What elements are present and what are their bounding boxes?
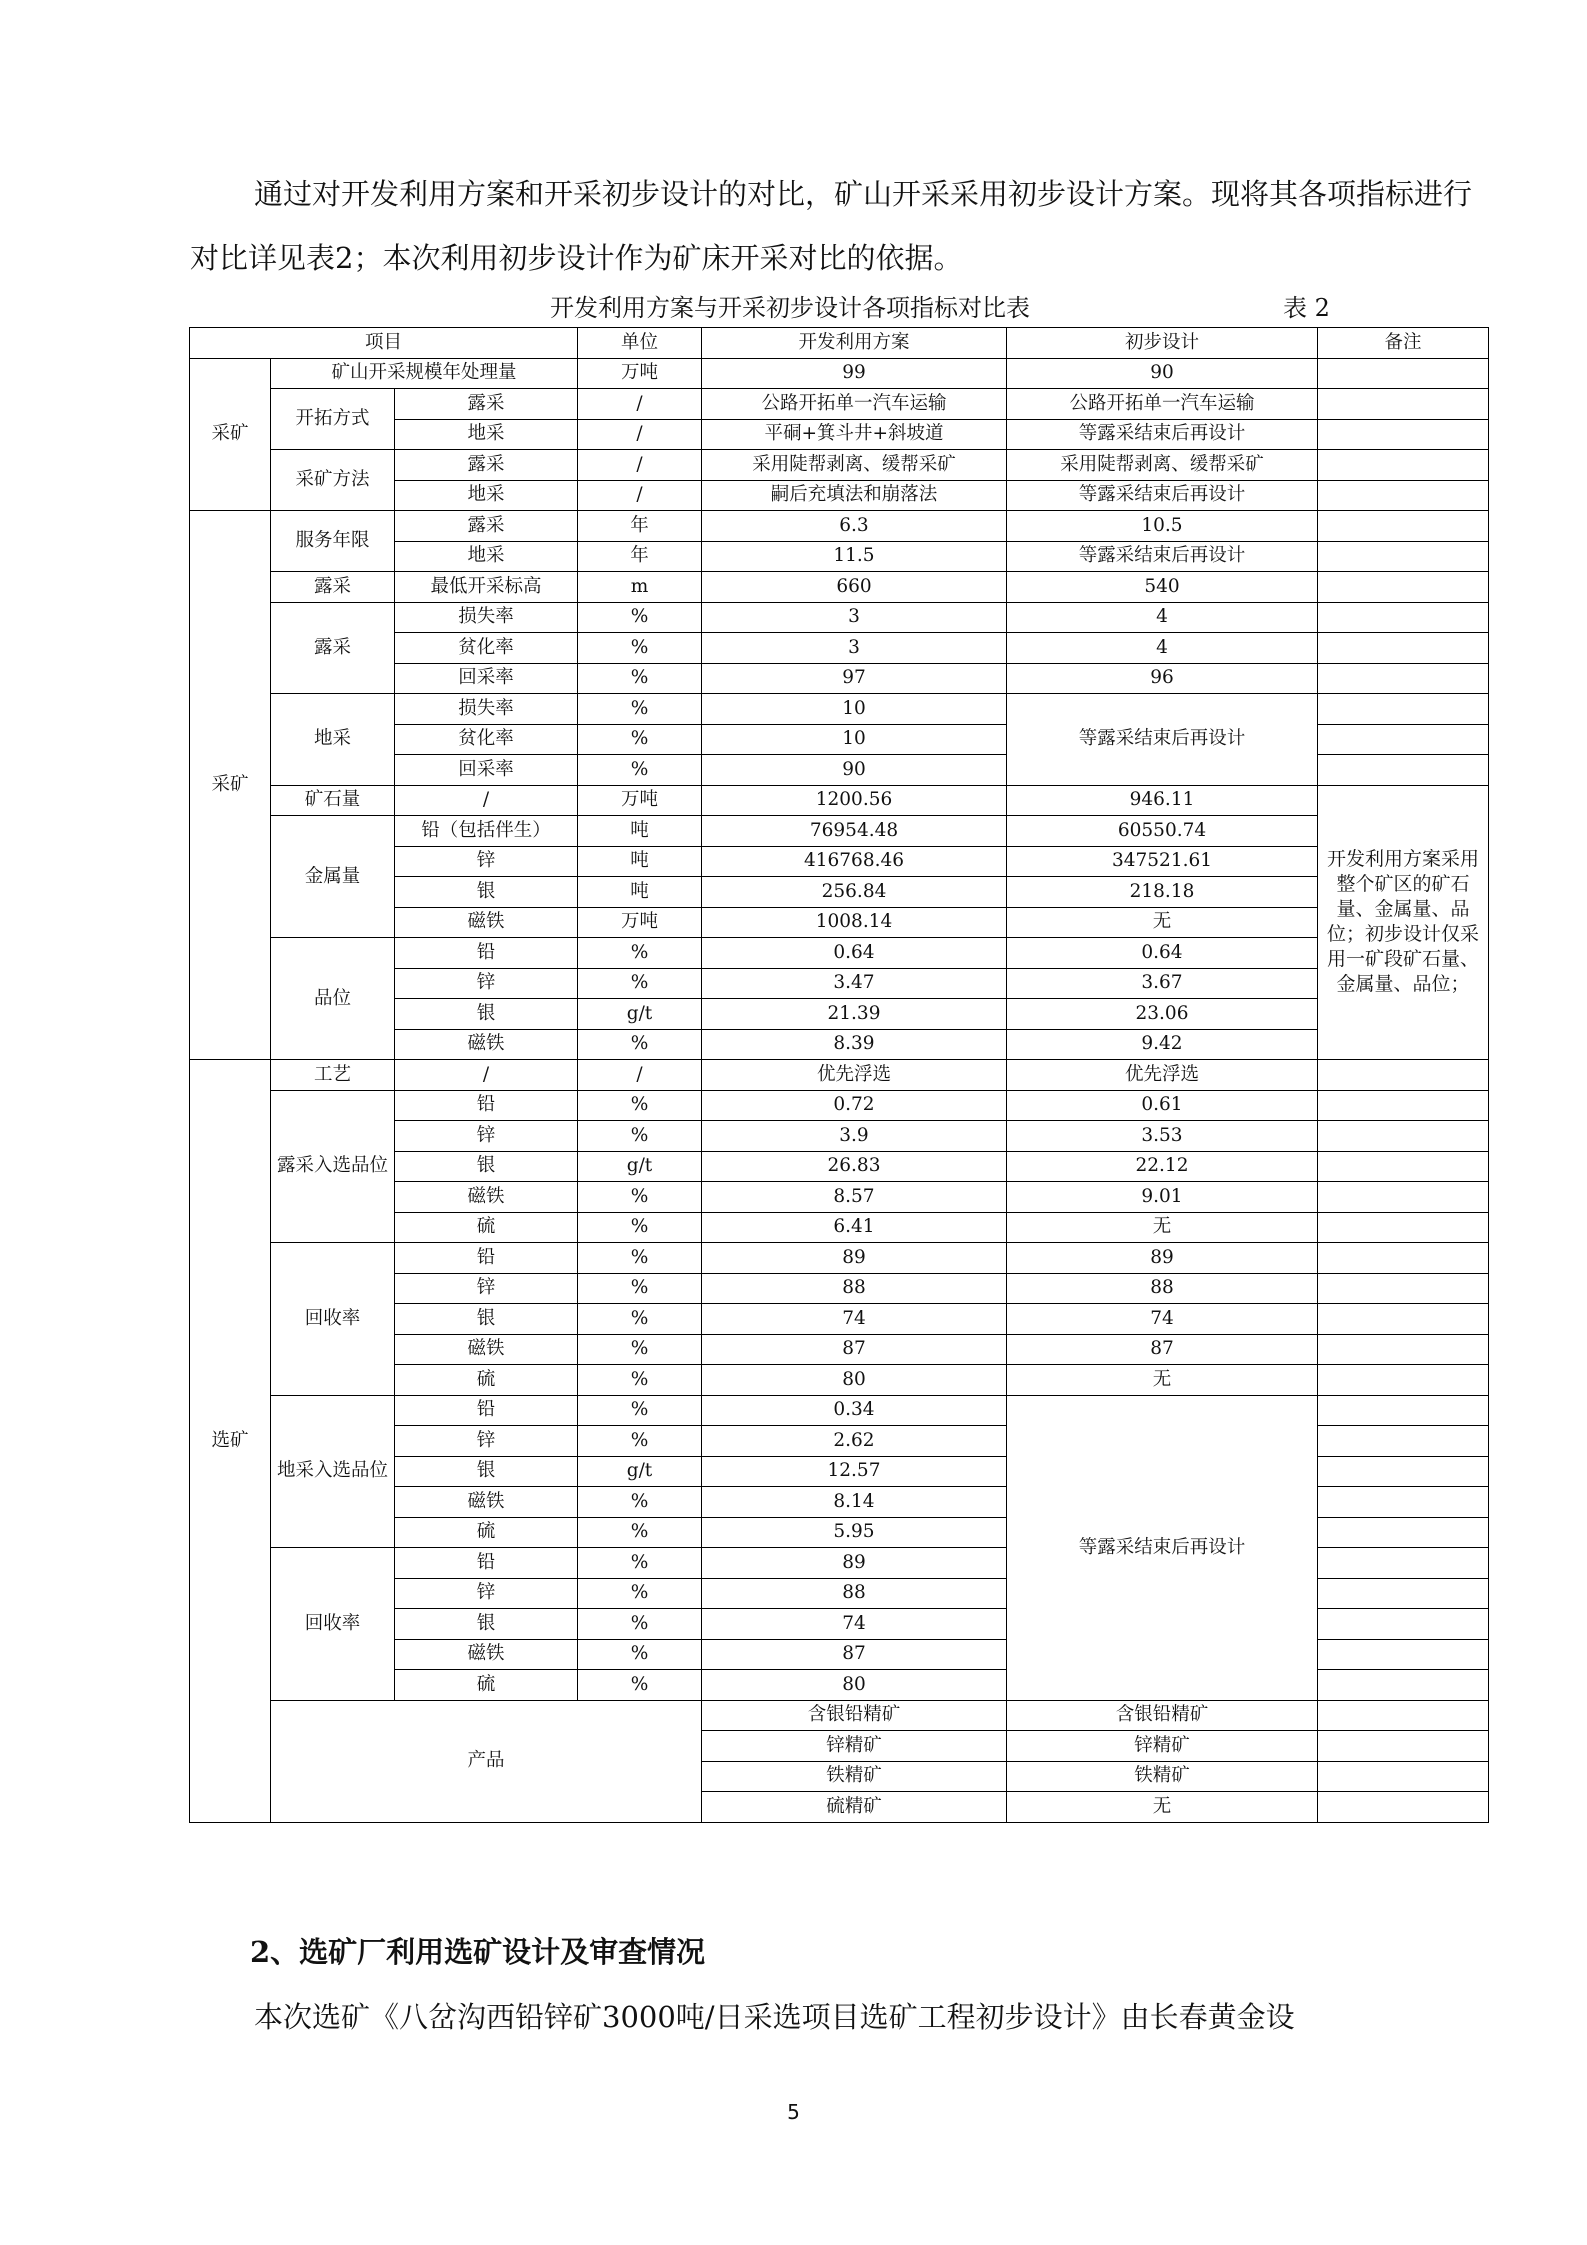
table-cell: % bbox=[578, 1578, 702, 1609]
table-cell bbox=[1318, 1456, 1489, 1487]
table-cell: % bbox=[578, 1517, 702, 1548]
table-cell: 12.57 bbox=[702, 1456, 1007, 1487]
table-cell: 磁铁 bbox=[395, 1639, 578, 1670]
table-cell: 9.01 bbox=[1007, 1182, 1318, 1213]
table-cell: 银 bbox=[395, 1456, 578, 1487]
table-row bbox=[190, 572, 1489, 603]
table-cell bbox=[1318, 1670, 1489, 1701]
table-row bbox=[190, 785, 1489, 816]
table-cell: % bbox=[578, 1121, 702, 1152]
table-cell bbox=[1318, 1304, 1489, 1335]
table-cell: 4 bbox=[1007, 602, 1318, 633]
table-cell: 3.67 bbox=[1007, 968, 1318, 999]
table-cell: % bbox=[578, 1426, 702, 1457]
table-cell: % bbox=[578, 755, 702, 786]
table-cell: 8.57 bbox=[702, 1182, 1007, 1213]
table-cell: 90 bbox=[1007, 358, 1318, 389]
table-cell: % bbox=[578, 1243, 702, 1274]
table-cell: 0.64 bbox=[1007, 938, 1318, 969]
table-row bbox=[190, 1700, 1489, 1731]
table-cell bbox=[1318, 1548, 1489, 1579]
table-cell bbox=[1318, 1700, 1489, 1731]
table-cell: 年 bbox=[578, 541, 702, 572]
table-cell bbox=[1318, 1273, 1489, 1304]
table-cell: / bbox=[578, 419, 702, 450]
table-cell: 露采 bbox=[271, 602, 395, 694]
table-cell: 无 bbox=[1007, 1792, 1318, 1823]
table-cell: 无 bbox=[1007, 1365, 1318, 1396]
table-cell: 0.72 bbox=[702, 1090, 1007, 1121]
table-cell: 5.95 bbox=[702, 1517, 1007, 1548]
table-cell: 10 bbox=[702, 694, 1007, 725]
table-cell: 89 bbox=[1007, 1243, 1318, 1274]
table-cell bbox=[1318, 1243, 1489, 1274]
table-cell: 等露采结束后再设计 bbox=[1007, 694, 1318, 786]
table-cell: / bbox=[578, 480, 702, 511]
table-cell: 采矿 bbox=[190, 358, 271, 511]
table-cell: 万吨 bbox=[578, 907, 702, 938]
table-cell: 地采 bbox=[395, 541, 578, 572]
table-cell: 锌精矿 bbox=[1007, 1731, 1318, 1762]
table-cell: 87 bbox=[1007, 1334, 1318, 1365]
table-cell: 硫精矿 bbox=[702, 1792, 1007, 1823]
table-cell: 开拓方式 bbox=[271, 389, 395, 450]
page-number: 5 bbox=[787, 2100, 800, 2124]
table-cell: % bbox=[578, 1273, 702, 1304]
table-cell: 采用陡帮剥离、缓帮采矿 bbox=[702, 450, 1007, 481]
table-cell: 项目 bbox=[190, 328, 578, 359]
table-cell bbox=[1318, 358, 1489, 389]
table-cell: 吨 bbox=[578, 877, 702, 908]
table-cell bbox=[1318, 1426, 1489, 1457]
table-cell: 416768.46 bbox=[702, 846, 1007, 877]
table-cell: % bbox=[578, 724, 702, 755]
table-cell: 银 bbox=[395, 1609, 578, 1640]
table-cell bbox=[1318, 1609, 1489, 1640]
table-cell: 露采入选品位 bbox=[271, 1090, 395, 1243]
table-cell: 8.14 bbox=[702, 1487, 1007, 1518]
table-cell bbox=[1318, 541, 1489, 572]
table-cell: / bbox=[395, 785, 578, 816]
table-cell: 0.61 bbox=[1007, 1090, 1318, 1121]
table-cell: 铅 bbox=[395, 1090, 578, 1121]
table-cell: % bbox=[578, 1029, 702, 1060]
table-row bbox=[190, 358, 1489, 389]
table-cell: 品位 bbox=[271, 938, 395, 1060]
table-cell: 87 bbox=[702, 1639, 1007, 1670]
table-cell bbox=[1318, 389, 1489, 420]
table-cell: 磁铁 bbox=[395, 1487, 578, 1518]
table-cell: 80 bbox=[702, 1365, 1007, 1396]
table-row bbox=[190, 816, 1489, 847]
table-cell: 磁铁 bbox=[395, 1182, 578, 1213]
table-cell bbox=[1318, 1761, 1489, 1792]
table-cell: 99 bbox=[702, 358, 1007, 389]
table-cell: 540 bbox=[1007, 572, 1318, 603]
table-cell: % bbox=[578, 663, 702, 694]
table-cell: 铅 bbox=[395, 1395, 578, 1426]
table-cell: 80 bbox=[702, 1670, 1007, 1701]
table-cell: / bbox=[578, 1060, 702, 1091]
table-cell: 946.11 bbox=[1007, 785, 1318, 816]
table-cell: 贫化率 bbox=[395, 633, 578, 664]
table-cell: 银 bbox=[395, 999, 578, 1030]
table-cell bbox=[1318, 633, 1489, 664]
table-cell: 4 bbox=[1007, 633, 1318, 664]
table-cell: 3.47 bbox=[702, 968, 1007, 999]
table-cell: 22.12 bbox=[1007, 1151, 1318, 1182]
table-cell: 90 bbox=[702, 755, 1007, 786]
table-cell: 铁精矿 bbox=[702, 1761, 1007, 1792]
table-cell: 贫化率 bbox=[395, 724, 578, 755]
table-cell: 锌 bbox=[395, 1273, 578, 1304]
table-cell: 银 bbox=[395, 1304, 578, 1335]
table-cell: 87 bbox=[702, 1334, 1007, 1365]
table-cell: 矿石量 bbox=[271, 785, 395, 816]
table-cell: 产品 bbox=[271, 1700, 702, 1822]
table-cell: 锌 bbox=[395, 1121, 578, 1152]
table-cell: 吨 bbox=[578, 846, 702, 877]
table-cell: 1008.14 bbox=[702, 907, 1007, 938]
table-row bbox=[190, 450, 1489, 481]
table-cell: 单位 bbox=[578, 328, 702, 359]
table-cell: 74 bbox=[702, 1609, 1007, 1640]
table-row bbox=[190, 938, 1489, 969]
table-cell: 2.62 bbox=[702, 1426, 1007, 1457]
table-cell: 6.3 bbox=[702, 511, 1007, 542]
table-cell: 银 bbox=[395, 877, 578, 908]
table-cell: 无 bbox=[1007, 1212, 1318, 1243]
table-cell: 公路开拓单一汽车运输 bbox=[702, 389, 1007, 420]
table-cell bbox=[1318, 480, 1489, 511]
table-cell bbox=[1318, 511, 1489, 542]
table-cell bbox=[1318, 1639, 1489, 1670]
table-cell: 218.18 bbox=[1007, 877, 1318, 908]
table-cell: % bbox=[578, 968, 702, 999]
table-cell: 万吨 bbox=[578, 358, 702, 389]
table-cell bbox=[1318, 572, 1489, 603]
table-cell: 地采入选品位 bbox=[271, 1395, 395, 1548]
table-row bbox=[190, 602, 1489, 633]
table-cell: 优先浮选 bbox=[702, 1060, 1007, 1091]
table-cell: 74 bbox=[702, 1304, 1007, 1335]
table-cell: 8.39 bbox=[702, 1029, 1007, 1060]
table-cell: 等露采结束后再设计 bbox=[1007, 480, 1318, 511]
table-cell: 工艺 bbox=[271, 1060, 395, 1091]
table-cell: % bbox=[578, 938, 702, 969]
remark-cell: 开发利用方案采用整个矿区的矿石量、金属量、品位；初步设计仅采用一矿段矿石量、金属量、品位； bbox=[1318, 785, 1489, 1060]
table-cell: % bbox=[578, 1090, 702, 1121]
table-cell bbox=[1318, 1731, 1489, 1762]
table-cell: 等露采结束后再设计 bbox=[1007, 419, 1318, 450]
table-row bbox=[190, 511, 1489, 542]
table-cell: % bbox=[578, 1670, 702, 1701]
table-cell: 地采 bbox=[395, 480, 578, 511]
table-cell bbox=[1318, 1121, 1489, 1152]
table-cell: 3.9 bbox=[702, 1121, 1007, 1152]
table-header-row bbox=[190, 328, 1489, 359]
table-cell: 6.41 bbox=[702, 1212, 1007, 1243]
table-cell: 露采 bbox=[395, 450, 578, 481]
table-cell: 74 bbox=[1007, 1304, 1318, 1335]
table-cell: 0.64 bbox=[702, 938, 1007, 969]
table-cell: 年 bbox=[578, 511, 702, 542]
table-cell: 锌精矿 bbox=[702, 1731, 1007, 1762]
table-cell: % bbox=[578, 602, 702, 633]
table-cell bbox=[1318, 663, 1489, 694]
table-cell: 铅（包括伴生） bbox=[395, 816, 578, 847]
table-cell: 含银铅精矿 bbox=[1007, 1700, 1318, 1731]
table-cell: 60550.74 bbox=[1007, 816, 1318, 847]
table-cell: 锌 bbox=[395, 1578, 578, 1609]
table-cell: 21.39 bbox=[702, 999, 1007, 1030]
table-cell: 平硐+箕斗井+斜坡道 bbox=[702, 419, 1007, 450]
table-cell: % bbox=[578, 633, 702, 664]
table-cell bbox=[1318, 1334, 1489, 1365]
table-cell: 回采率 bbox=[395, 755, 578, 786]
table-cell bbox=[1318, 1212, 1489, 1243]
table-cell: 露采 bbox=[395, 511, 578, 542]
table-cell: % bbox=[578, 1395, 702, 1426]
table-cell: 采用陡帮剥离、缓帮采矿 bbox=[1007, 450, 1318, 481]
table-cell: 11.5 bbox=[702, 541, 1007, 572]
table-cell: 硫 bbox=[395, 1365, 578, 1396]
table-cell: 3 bbox=[702, 633, 1007, 664]
table-cell: 88 bbox=[702, 1578, 1007, 1609]
table-cell: 0.34 bbox=[702, 1395, 1007, 1426]
table-cell bbox=[1318, 1090, 1489, 1121]
table-cell: g/t bbox=[578, 1151, 702, 1182]
table-cell: 89 bbox=[702, 1243, 1007, 1274]
table-title: 开发利用方案与开采初步设计各项指标对比表 bbox=[550, 294, 1030, 322]
table-cell: 3 bbox=[702, 602, 1007, 633]
table-cell: / bbox=[578, 450, 702, 481]
table-cell: 采矿 bbox=[190, 511, 271, 1060]
table-cell: % bbox=[578, 1609, 702, 1640]
table-cell: 回采率 bbox=[395, 663, 578, 694]
table-cell: 磁铁 bbox=[395, 1029, 578, 1060]
table-cell: 金属量 bbox=[271, 816, 395, 938]
table-cell bbox=[1318, 1578, 1489, 1609]
table-cell: % bbox=[578, 1639, 702, 1670]
table-cell: 矿山开采规模年处理量 bbox=[271, 358, 578, 389]
table-cell: % bbox=[578, 1334, 702, 1365]
table-cell: 嗣后充填法和崩落法 bbox=[702, 480, 1007, 511]
table-cell: % bbox=[578, 1182, 702, 1213]
comparison-table bbox=[189, 327, 1489, 1823]
table-row bbox=[190, 1243, 1489, 1274]
table-cell: 初步设计 bbox=[1007, 328, 1318, 359]
table-cell: 地采 bbox=[395, 419, 578, 450]
table-cell: 硫 bbox=[395, 1670, 578, 1701]
table-cell: g/t bbox=[578, 1456, 702, 1487]
table-cell: 露采 bbox=[395, 389, 578, 420]
table-cell bbox=[1318, 1487, 1489, 1518]
table-cell: m bbox=[578, 572, 702, 603]
table-cell: % bbox=[578, 1548, 702, 1579]
table-cell: 铅 bbox=[395, 1243, 578, 1274]
table-cell: 10 bbox=[702, 724, 1007, 755]
table-cell: 备注 bbox=[1318, 328, 1489, 359]
table-cell: 采矿方法 bbox=[271, 450, 395, 511]
table-cell bbox=[1318, 1395, 1489, 1426]
table-row bbox=[190, 1090, 1489, 1121]
table-cell: 铁精矿 bbox=[1007, 1761, 1318, 1792]
table-cell: 9.42 bbox=[1007, 1029, 1318, 1060]
table-row bbox=[190, 1060, 1489, 1091]
table-cell: 公路开拓单一汽车运输 bbox=[1007, 389, 1318, 420]
section-heading: 2、选矿厂利用选矿设计及审查情况 bbox=[250, 1935, 706, 1969]
table-cell: 损失率 bbox=[395, 602, 578, 633]
table-cell: 26.83 bbox=[702, 1151, 1007, 1182]
table-cell: 锌 bbox=[395, 968, 578, 999]
table-cell: 万吨 bbox=[578, 785, 702, 816]
table-cell: 1200.56 bbox=[702, 785, 1007, 816]
table-cell: 回收率 bbox=[271, 1243, 395, 1396]
table-cell: % bbox=[578, 1304, 702, 1335]
table-row bbox=[190, 1395, 1489, 1426]
table-cell: 磁铁 bbox=[395, 1334, 578, 1365]
table-cell: 76954.48 bbox=[702, 816, 1007, 847]
table-cell: % bbox=[578, 694, 702, 725]
table-cell bbox=[1318, 1151, 1489, 1182]
table-cell: 96 bbox=[1007, 663, 1318, 694]
closing-paragraph: 本次选矿《八岔沟西铅锌矿3000吨/日采选项目选矿工程初步设计》由长春黄金设 bbox=[254, 2000, 1295, 2034]
table-cell: 吨 bbox=[578, 816, 702, 847]
table-cell: 服务年限 bbox=[271, 511, 395, 572]
table-cell bbox=[1318, 1060, 1489, 1091]
table-cell bbox=[1318, 694, 1489, 725]
table-cell bbox=[1318, 1365, 1489, 1396]
table-cell: % bbox=[578, 1487, 702, 1518]
table-cell: 铅 bbox=[395, 938, 578, 969]
table-cell: 含银铅精矿 bbox=[702, 1700, 1007, 1731]
table-cell: 88 bbox=[702, 1273, 1007, 1304]
table-cell: 无 bbox=[1007, 907, 1318, 938]
table-cell: 660 bbox=[702, 572, 1007, 603]
table-cell: 10.5 bbox=[1007, 511, 1318, 542]
intro-paragraph: 通过对开发利用方案和开采初步设计的对比，矿山开采采用初步设计方案。现将其各项指标进行对比详见表2；本次利用初步设计作为矿床开采对比的依据。 bbox=[190, 177, 1473, 275]
table-cell: g/t bbox=[578, 999, 702, 1030]
table-cell: 优先浮选 bbox=[1007, 1060, 1318, 1091]
table-cell: 磁铁 bbox=[395, 907, 578, 938]
table-cell: 等露采结束后再设计 bbox=[1007, 541, 1318, 572]
table-row bbox=[190, 694, 1489, 725]
table-cell: 铅 bbox=[395, 1548, 578, 1579]
table-cell: 回收率 bbox=[271, 1548, 395, 1701]
table-cell bbox=[1318, 419, 1489, 450]
table-cell bbox=[1318, 1182, 1489, 1213]
table-cell: % bbox=[578, 1365, 702, 1396]
table-cell: 97 bbox=[702, 663, 1007, 694]
table-cell: 硫 bbox=[395, 1212, 578, 1243]
table-cell: 23.06 bbox=[1007, 999, 1318, 1030]
table-cell: 最低开采标高 bbox=[395, 572, 578, 603]
table-cell: 硫 bbox=[395, 1517, 578, 1548]
table-cell: 开发利用方案 bbox=[702, 328, 1007, 359]
table-cell: 露采 bbox=[271, 572, 395, 603]
table-cell bbox=[1318, 450, 1489, 481]
table-number: 表 2 bbox=[1283, 294, 1330, 322]
table-cell: 3.53 bbox=[1007, 1121, 1318, 1152]
table-cell: 347521.61 bbox=[1007, 846, 1318, 877]
table-cell: 银 bbox=[395, 1151, 578, 1182]
table-cell: 256.84 bbox=[702, 877, 1007, 908]
table-cell bbox=[1318, 1517, 1489, 1548]
table-cell: 锌 bbox=[395, 1426, 578, 1457]
table-cell: % bbox=[578, 1212, 702, 1243]
table-cell: / bbox=[395, 1060, 578, 1091]
table-cell: 地采 bbox=[271, 694, 395, 786]
table-cell: 锌 bbox=[395, 846, 578, 877]
table-cell bbox=[1318, 602, 1489, 633]
table-cell bbox=[1318, 755, 1489, 786]
table-row bbox=[190, 389, 1489, 420]
table-cell: 选矿 bbox=[190, 1060, 271, 1823]
table-cell: 等露采结束后再设计 bbox=[1007, 1395, 1318, 1700]
table-cell: / bbox=[578, 389, 702, 420]
table-cell bbox=[1318, 724, 1489, 755]
table-cell: 损失率 bbox=[395, 694, 578, 725]
table-cell bbox=[1318, 1792, 1489, 1823]
table-cell: 88 bbox=[1007, 1273, 1318, 1304]
table-cell: 89 bbox=[702, 1548, 1007, 1579]
